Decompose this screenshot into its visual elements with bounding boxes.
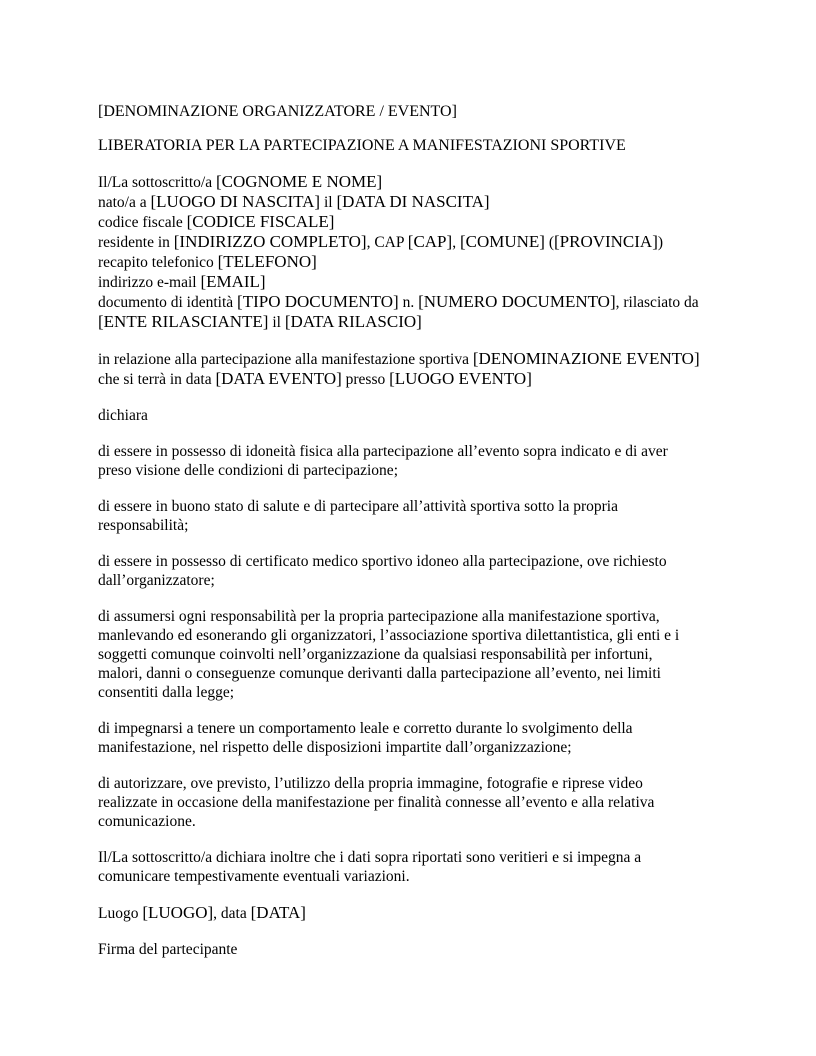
- declaration-health: [98, 497, 748, 535]
- email-line: [98, 272, 748, 292]
- liability-line-5: [98, 683, 748, 702]
- health-line-2: [98, 516, 748, 535]
- body-text: il: [320, 194, 337, 211]
- placeholder-text: [TIPO DOCUMENTO]: [237, 292, 399, 311]
- body-text: in relazione alla partecipazione alla manifestazione sportiva: [98, 351, 473, 368]
- body-text: di essere in possesso di certificato medico sportivo idoneo alla partecipazione, ove richiesto: [98, 553, 667, 570]
- body-text: presso: [341, 371, 390, 388]
- organizer-event-placeholder: [98, 102, 748, 121]
- organizer-event-line: [98, 102, 748, 121]
- placeholder-text: [INDIRIZZO COMPLETO]: [173, 232, 367, 251]
- declaration-conduct: [98, 719, 748, 757]
- placeholder-text: [ENTE RILASCIANTE]: [98, 312, 269, 331]
- declaration-liability-waiver: [98, 607, 748, 702]
- conduct-line-1: [98, 719, 748, 738]
- image-rights-line-2: [98, 793, 748, 812]
- medical-certificate-line-2: [98, 571, 748, 590]
- body-text: ,: [452, 234, 460, 251]
- truthfulness-line-1: [98, 848, 748, 867]
- placeholder-text: [DATA RILASCIO]: [284, 312, 422, 331]
- lead-in-line: [98, 406, 748, 425]
- health-line-1: [98, 497, 748, 516]
- placeholder-text: [TELEFONO]: [217, 252, 317, 271]
- body-text: ): [657, 234, 664, 251]
- placeholder-text: [COGNOME E NOME]: [215, 172, 383, 191]
- signature-text-line: [98, 940, 748, 959]
- body-text: nato/a a: [98, 194, 151, 211]
- declaration-medical-certificate: [98, 552, 748, 590]
- document-content: [98, 102, 748, 959]
- placeholder-text: [DATA DI NASCITA]: [336, 192, 490, 211]
- body-text: documento di identità: [98, 294, 238, 311]
- body-text: il: [268, 314, 285, 331]
- data-truthfulness-paragraph: [98, 848, 748, 886]
- truthfulness-line-2: [98, 867, 748, 886]
- body-text: (: [544, 234, 554, 251]
- body-text: di essere in possesso di idoneità fisica alla partecipazione all’evento sopra indicato e di aver: [98, 443, 668, 460]
- placeholder-text: [COMUNE]: [459, 232, 545, 251]
- placeholder-text: [DATA EVENTO]: [215, 369, 342, 388]
- body-text: malori, danni o conseguenze comunque derivanti dalla partecipazione all’evento, nei limiti: [98, 665, 661, 682]
- liability-line-2: [98, 626, 748, 645]
- medical-certificate-line-1: [98, 552, 748, 571]
- placeholder-text: [LUOGO]: [142, 903, 214, 922]
- body-text: , CAP: [366, 234, 408, 251]
- place-date-line: [98, 903, 748, 923]
- title-line: [98, 136, 748, 155]
- signature-label: [98, 940, 748, 959]
- body-text: di impegnarsi a tenere un comportamento leale e corretto durante lo svolgimento della: [98, 720, 633, 737]
- event-reference-paragraph: [98, 349, 748, 389]
- liability-line-4: [98, 664, 748, 683]
- body-text: consentiti dalla legge;: [98, 684, 235, 701]
- body-text: comunicazione.: [98, 813, 196, 830]
- document-title: [98, 136, 748, 155]
- placeholder-text: [CAP]: [407, 232, 453, 251]
- body-text: manlevando ed esonerando gli organizzatori, l’associazione sportiva dilettantistica, gli enti e i: [98, 627, 680, 644]
- body-text: Il/La sottoscritto/a dichiara inoltre che i dati sopra riportati sono veritieri e si impegna a: [98, 849, 642, 866]
- body-text: preso visione delle condizioni di partecipazione;: [98, 462, 398, 479]
- body-text: codice fiscale: [98, 214, 187, 231]
- event-reference-line-2: [98, 369, 748, 389]
- body-text: di essere in buono stato di salute e di partecipare all’attività sportiva sotto la propria: [98, 498, 618, 515]
- placeholder-text: [CODICE FISCALE]: [186, 212, 335, 231]
- declaration-fitness: [98, 442, 748, 480]
- body-text: , rilasciato da: [615, 294, 699, 311]
- body-text: manifestazione, nel rispetto delle disposizioni impartite dall’organizzazione;: [98, 739, 572, 756]
- placeholder-text: [LUOGO EVENTO]: [389, 369, 532, 388]
- body-text: comunicare tempestivamente eventuali variazioni.: [98, 868, 410, 885]
- body-text: residente in: [98, 234, 174, 251]
- body-text: Il/La sottoscritto/a: [98, 174, 216, 191]
- body-text: che si terrà in data: [98, 371, 216, 388]
- placeholder-text: [LUOGO DI NASCITA]: [150, 192, 321, 211]
- identity-document-line-2: [98, 312, 748, 332]
- placeholder-text: [PROVINCIA]: [553, 232, 658, 251]
- body-text: dall’organizzatore;: [98, 572, 215, 589]
- body-text: Luogo: [98, 905, 143, 922]
- body-text: responsabilità;: [98, 517, 189, 534]
- placeholder-text: [EMAIL]: [200, 272, 266, 291]
- body-text: di autorizzare, ove previsto, l’utilizzo della propria immagine, fotografie e riprese video: [98, 775, 643, 792]
- body-text: dichiara: [98, 407, 148, 424]
- fiscal-code-line: [98, 212, 748, 232]
- placeholder-text: [DENOMINAZIONE EVENTO]: [472, 349, 700, 368]
- body-text: realizzate in occasione della manifestazione per finalità connesse all’evento e alla relativa: [98, 794, 655, 811]
- event-reference-line-1: [98, 349, 748, 369]
- declaration-lead-in: [98, 406, 748, 425]
- placeholder-text: [NUMERO DOCUMENTO]: [418, 292, 616, 311]
- birthplace-line: [98, 192, 748, 212]
- placeholder-text: [DATA]: [250, 903, 306, 922]
- placeholder-text: [DENOMINAZIONE ORGANIZZATORE / EVENTO]: [98, 103, 457, 120]
- body-text: , data: [213, 905, 251, 922]
- image-rights-line-1: [98, 774, 748, 793]
- liability-line-3: [98, 645, 748, 664]
- declarant-name-line: [98, 172, 748, 192]
- body-text: di assumersi ogni responsabilità per la propria partecipazione alla manifestazione sportiva,: [98, 608, 660, 625]
- liability-line-1: [98, 607, 748, 626]
- declarant-details: [98, 172, 748, 332]
- body-text: Firma del partecipante: [98, 941, 238, 958]
- body-text: indirizzo e-mail: [98, 274, 201, 291]
- identity-document-line-1: [98, 292, 748, 312]
- body-text: recapito telefonico: [98, 254, 218, 271]
- body-text: soggetti comunque coinvolti nell’organizzazione da qualsiasi responsabilità per infortuni,: [98, 646, 653, 663]
- phone-line: [98, 252, 748, 272]
- body-text: n.: [398, 294, 419, 311]
- declaration-image-rights: [98, 774, 748, 831]
- conduct-line-2: [98, 738, 748, 757]
- place-date-text-line: [98, 903, 748, 923]
- fitness-line-2: [98, 461, 748, 480]
- placeholder-text: LIBERATORIA PER LA PARTECIPAZIONE A MANIFESTAZIONI SPORTIVE: [98, 137, 626, 154]
- fitness-line-1: [98, 442, 748, 461]
- residence-line: [98, 232, 748, 252]
- image-rights-line-3: [98, 812, 748, 831]
